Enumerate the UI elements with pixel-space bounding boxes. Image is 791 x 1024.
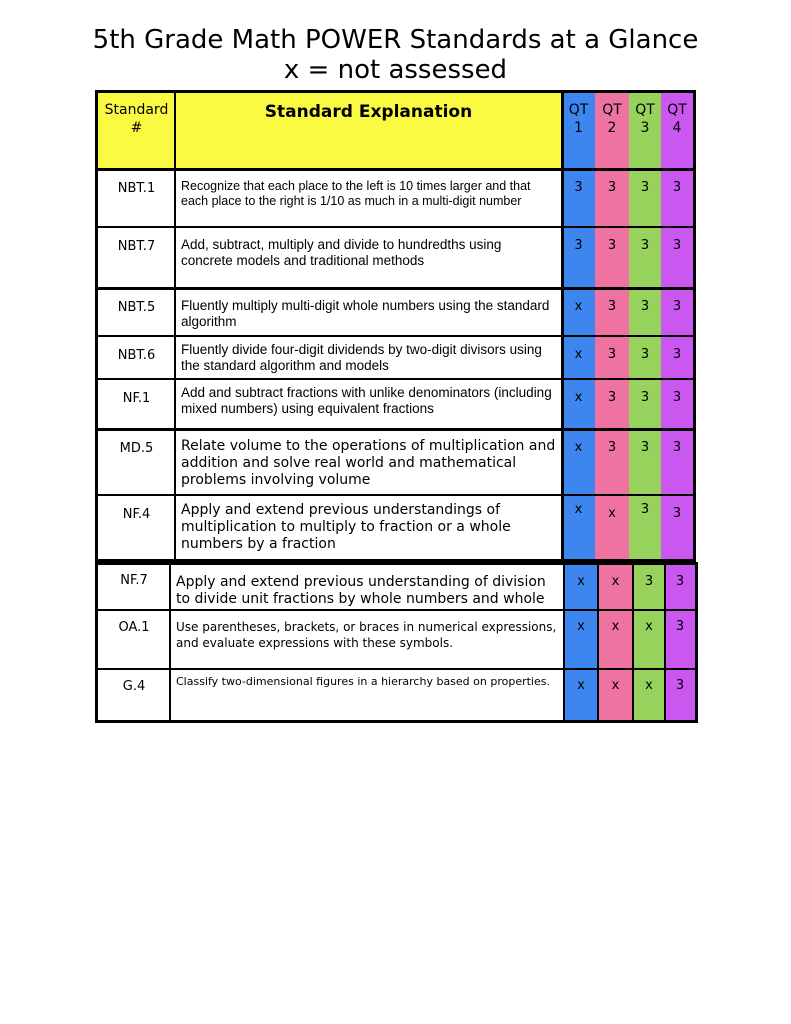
header-qt2 [595,93,629,169]
standard-explanation: Add and subtract fractions with unlike denominators (including mixed numbers) using equivalent fractions [181,385,552,416]
qt3-value: 3 [640,180,650,195]
standard-explanation: Classify two-dimensional figures in a hierarchy based on properties. [176,675,550,688]
header-qt2-label: QT [602,102,622,118]
table-row [98,565,695,610]
qt4-value: 3 [675,574,685,589]
qt2-value: 3 [607,299,617,314]
divider [98,335,693,337]
standard-number: NBT.7 [117,239,156,254]
divider [98,428,693,431]
qt3-value: 3 [640,440,650,455]
header-qt1-number: 1 [574,120,583,136]
qt2-value: 3 [607,347,617,362]
table-row [98,227,693,288]
qt1-value: x [574,390,583,405]
header-explanation-cell: Standard Explanation [175,93,562,169]
header-qt4 [661,93,693,169]
divider [98,668,695,670]
table-row [98,169,693,227]
table-row [98,429,693,495]
table-row [98,610,695,669]
divider [664,565,666,720]
qt2-value: 3 [607,238,617,253]
header-qt1-label: QT [568,102,589,118]
header-qt3-number: 3 [640,120,650,136]
qt4-value: 3 [672,299,682,314]
qt3-value: 3 [640,238,650,253]
qt4-value: 3 [672,390,682,405]
qt3-value: 3 [640,502,650,517]
divider [98,168,693,171]
qt2-value: x [611,574,620,589]
divider [563,565,565,720]
qt2-value: 3 [607,440,617,455]
table-row [98,288,693,336]
header-qt4-label: QT [667,102,687,118]
qt1-value: x [574,440,583,455]
divider [561,93,564,559]
divider [169,565,171,720]
qt1-value: x [574,299,583,314]
table-row [98,669,695,720]
standard-number: NBT.5 [117,300,156,315]
qt3-value: 3 [644,574,654,589]
qt4-value: 3 [672,440,682,455]
qt2-value: 3 [607,180,617,195]
qt4-value: 3 [672,238,682,253]
header-standard-hash: # [130,120,143,136]
header-qt3 [629,93,661,169]
qt2-value: x [611,619,620,634]
standard-number: MD.5 [119,441,154,456]
qt3-value: 3 [640,390,650,405]
page-title: 5th Grade Math POWER Standards at a Glance [92,25,699,55]
standard-number: NF.1 [122,391,151,406]
header-standard-label: Standard [104,102,169,118]
divider [98,287,693,290]
divider [597,565,599,720]
qt4-value: 3 [672,180,682,195]
standard-explanation: Fluently multiply multi-digit whole numbers using the standard algorithm [181,298,550,329]
qt1-value: x [574,502,583,517]
qt1-value: 3 [574,238,583,253]
qt4-value: 3 [675,678,685,693]
qt2-value: x [608,506,616,521]
standard-number: NF.7 [120,573,148,588]
divider [98,226,693,228]
qt1-value: x [577,678,585,693]
table-header-row [98,93,693,169]
standard-explanation: Fluently divide four-digit dividends by two-digit divisors using the standard algorithm and models [181,342,542,373]
qt2-value: 3 [607,390,617,405]
standard-number: NF.4 [122,507,151,522]
standard-explanation: Relate volume to the operations of multiplication and addition and solve real world and mathematical problems involving volume [181,438,556,488]
standards-table-main [95,90,696,562]
divider [98,378,693,380]
qt3-value: x [645,678,653,693]
table-row [98,336,693,379]
qt4-value: 3 [672,506,682,521]
qt3-value: x [645,619,653,634]
qt1-value: 3 [574,180,583,195]
standard-number: G.4 [122,679,146,694]
standards-table-secondary [95,562,698,723]
header-qt4-number: 4 [672,120,682,136]
qt4-value: 3 [675,619,685,634]
qt3-value: 3 [640,299,650,314]
table-row [98,379,693,429]
header-qt3-label: QT [635,102,655,118]
qt3-value: 3 [640,347,650,362]
standard-explanation: Apply and extend previous understandings of multiplication to multiply to fraction or a whole numbers by a fraction [181,502,511,552]
standard-number: OA.1 [118,620,150,635]
standard-explanation: Apply and extend previous understanding of division to divide unit fractions by whole numbers and whole [176,574,546,607]
header-standard-cell [98,93,175,169]
header-qt1 [562,93,595,169]
divider [632,565,634,720]
standard-number: NBT.1 [117,181,156,196]
qt1-value: x [574,347,583,362]
qt1-value: x [577,619,585,634]
divider [174,93,176,559]
header-qt2-number: 2 [607,120,617,136]
page-subtitle: x = not assessed [283,55,508,85]
divider [98,494,693,496]
table-row [98,495,693,559]
standard-explanation: Add, subtract, multiply and divide to hundredths using concrete models and traditional methods [181,237,502,268]
standard-number: NBT.6 [117,348,156,363]
standard-explanation: Use parentheses, brackets, or braces in numerical expressions, and evaluate expressions with these symbols. [176,620,557,650]
divider [98,609,695,611]
qt2-value: x [611,678,620,693]
qt1-value: x [577,574,585,589]
qt4-value: 3 [672,347,682,362]
standard-explanation: Recognize that each place to the left is 10 times larger and that each place to the right is 1/10 as much in a multi-digit number [181,179,531,208]
